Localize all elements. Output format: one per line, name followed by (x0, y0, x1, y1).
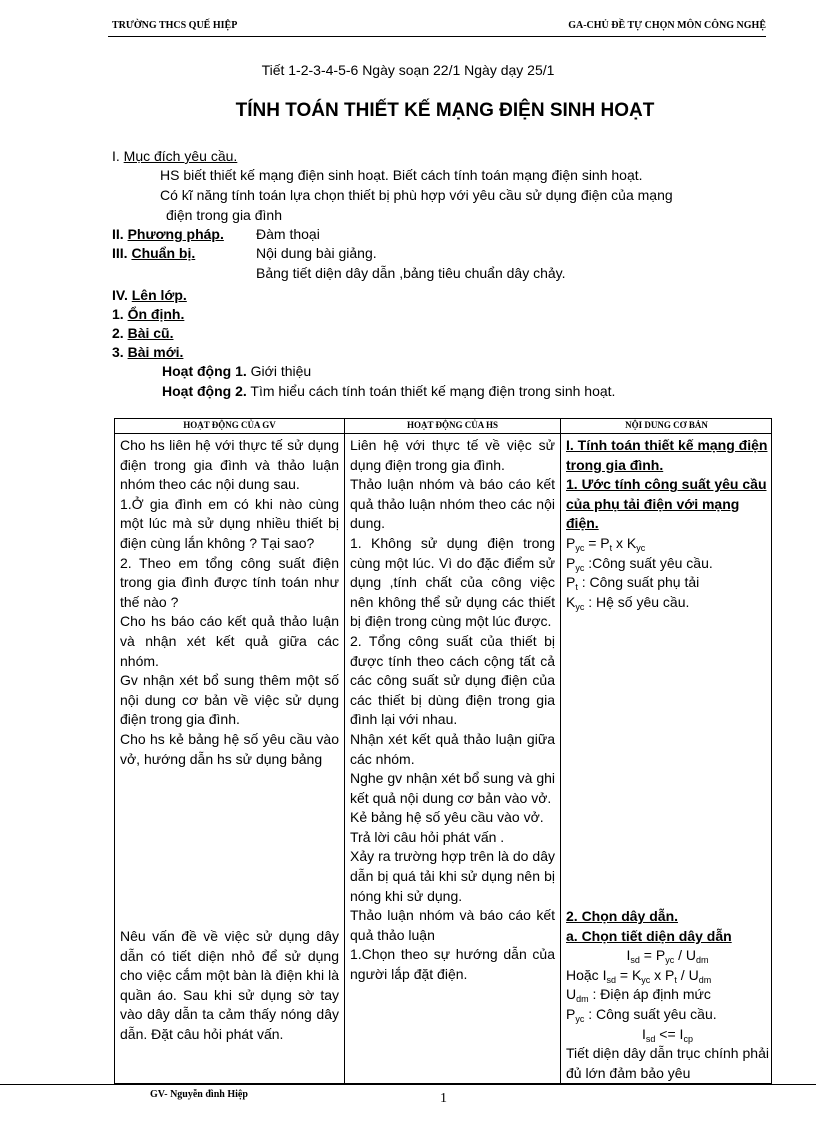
definition-kyc: $K_{yc}$ : Hệ số yêu cầu. (566, 593, 690, 612)
section-4-heading (112, 286, 187, 304)
page-number: 1 (440, 1091, 447, 1106)
item-2-title: Bài cũ. (127, 325, 174, 341)
item-1-heading (112, 305, 184, 323)
definition-pyc: $P_{yc}$ :Công suất yêu cầu. (566, 554, 713, 573)
item-2-heading (112, 324, 173, 342)
school-name: TRƯỜNG THCS QUẾ HIỆP (112, 20, 238, 31)
definition-udm: $U_{dm}$ : Điện áp định mức (566, 986, 711, 1005)
section-1-number: I. (112, 148, 120, 164)
column-header-gv: HOẠT ĐỘNG CỦA GV (183, 420, 276, 430)
footer-divider (0, 1084, 816, 1085)
hs-paragraph: Nghe gv nhận xét bổ sung và ghi kết quả nội dung cơ bản vào vở. (350, 770, 555, 806)
section-3-number: III. (112, 245, 128, 261)
hs-paragraph: Thảo luận nhóm và báo cáo kết quả thảo luận (350, 907, 555, 943)
teacher-name: GV- Nguyễn đình Hiệp (150, 1089, 248, 1100)
page-header (112, 20, 766, 36)
section-1-line-1: HS biết thiết kế mạng điện sinh hoạt. Biết cách tính toán mạng điện sinh hoạt. (160, 167, 643, 183)
section-3-line-2: Bảng tiết diện dây dẫn ,bảng tiêu chuẩn dây chảy. (256, 265, 566, 281)
section-3-line-1: Nội dung bài giảng. (256, 245, 377, 261)
section-1-heading (112, 147, 237, 165)
item-3-heading (112, 343, 183, 361)
section-3-heading (112, 244, 195, 262)
content-heading-1: I. Tính toán thiết kế mạng điện trong gia đình. (566, 437, 768, 473)
lesson-table (114, 418, 772, 1084)
column-divider (560, 419, 561, 1083)
content-heading-2: 1. Ước tính công suất yêu cầu của phụ tải điện với mạng điện. (566, 476, 767, 532)
formula-pyc: $P_{yc} = P_t$ x $K_{yc}$ (566, 534, 646, 553)
content-heading-3: 2. Chọn dây dẫn. (566, 908, 679, 924)
hs-column (350, 436, 555, 985)
gv-column-part-2 (120, 927, 339, 1045)
item-2-number: 2. (112, 325, 124, 341)
gv-paragraph: Cho hs liên hệ với thực tế sử dụng điện trong gia đình và thảo luận nhóm theo các nội dung sau. (120, 437, 339, 493)
definition-pyc-2: $P_{yc}$ : Công suất yêu cầu. (566, 1005, 717, 1024)
section-1-line-2: Có kĩ năng tính toán lựa chọn thiết bị phù hợp với yêu cầu sử dụng điện của mạng (160, 187, 673, 203)
content-heading-4: a. Chọn tiết diện dây dẫn (566, 927, 732, 944)
section-1-title: Mục đích yêu cầu. (123, 148, 238, 164)
hs-paragraph: Trả lời câu hỏi phát vấn . (350, 828, 505, 845)
gv-column (120, 436, 339, 769)
formula-isd-alt: Hoặc $I_{sd} = K_{yc}$ x $P_t / U_{dm}$ (566, 966, 712, 985)
hs-paragraph: Xảy ra trường hợp trên là do dây dẫn bị quá tải khi sử dụng nên bị nóng khi sử dụng. (350, 848, 555, 904)
column-divider (344, 419, 345, 1083)
section-2-heading (112, 225, 224, 243)
activity-1 (162, 362, 311, 380)
header-divider (108, 36, 766, 37)
content-tail: Tiết diện dây dẫn trục chính phải đủ lớn đảm bảo yêu (566, 1045, 769, 1081)
section-3-title: Chuẩn bị. (131, 245, 196, 261)
section-4-number: IV. (112, 287, 128, 303)
activity-2-text: Tìm hiểu cách tính toán thiết kế mạng điện trong sinh hoạt. (250, 383, 616, 399)
hs-paragraph: Thảo luận nhóm và báo cáo kết quả thảo luận nhóm theo các nội dung. (350, 476, 555, 532)
item-1-title: Ổn định. (127, 306, 185, 322)
gv-paragraph: Nêu vấn đề về việc sử dụng dây dẫn có tiết diện nhỏ để sử dụng cho việc cắm một bàn là điện khi là quần áo. Sau khi sử dụng sờ tay vào dây dẫn ta cảm thấy nóng dây dẫn. Đặt câu hỏi phát vấn. (120, 928, 339, 1042)
item-3-number: 3. (112, 344, 124, 360)
content-column-part-2 (566, 907, 769, 1083)
section-2-value: Đàm thoại (256, 226, 320, 242)
gv-paragraph: Cho hs kẻ bảng hệ số yêu cầu vào vở, hướng dẫn hs sử dụng bảng (120, 730, 339, 767)
hs-paragraph: Nhận xét kết quả thảo luận giữa các nhóm. (350, 730, 555, 767)
hs-paragraph: 1.Chọn theo sự hướng dẫn của người lắp đặt điện. (350, 946, 555, 983)
activity-2-label: Hoạt động 2. (162, 383, 247, 399)
item-3-title: Bài mới. (127, 344, 184, 360)
lesson-meta: Tiết 1-2-3-4-5-6 Ngày soạn 22/1 Ngày dạy 25/1 (261, 62, 555, 78)
header-row-divider (115, 433, 771, 434)
gv-paragraph: 2. Theo em tổng công suất điện trong gia đình được tính toán như thế nào ? (120, 554, 339, 610)
gv-paragraph: 1.Ở gia đình em có khi nào cùng một lúc mà sử dụng nhiều thiết bị điện cùng lắn không ? Tại sao? (120, 495, 339, 551)
activity-1-text: Giới thiệu (250, 363, 312, 379)
formula-isd: $I_{sd} = P_{yc} / U_{dm}$ (626, 947, 709, 966)
hs-paragraph: Liên hệ với thực tế về việc sử dụng điện trong gia đình. (350, 437, 555, 473)
column-header-content: NỘI DUNG CƠ BẢN (625, 420, 708, 430)
hs-paragraph: 2. Tổng công suất của thiết bị được tính theo cách cộng tất cả các công suất sử dụng điện của các thiết bị dùng điện trong gia đình lại với nhau. (350, 632, 555, 728)
activity-1-label: Hoạt động 1. (162, 363, 247, 379)
hs-paragraph: Kẻ bảng hệ số yêu cầu vào vở. (350, 809, 544, 826)
gv-paragraph: Gv nhận xét bổ sung thêm một số nội dung cơ bản về việc sử dụng điện trong gia đình. (120, 672, 339, 728)
section-1-line-3: điện trong gia đình (166, 207, 282, 223)
content-column (566, 436, 769, 612)
definition-pt: $P_t$ : Công suất phụ tải (566, 574, 700, 593)
column-header-hs: HOẠT ĐỘNG CỦA HS (406, 420, 499, 430)
subject-label: GA-CHỦ ĐỀ TỰ CHỌN MÔN CÔNG NGHỆ (568, 20, 766, 31)
section-2-title: Phương pháp. (127, 226, 224, 242)
page-title: TÍNH TOÁN THIẾT KẾ MẠNG ĐIỆN SINH HOẠT (235, 100, 655, 121)
formula-icp: $I_{sd} <= I_{cp}$ (642, 1025, 693, 1044)
hs-paragraph: 1. Không sử dụng điện trong cùng một lúc. Vì do đặc điểm sử dụng ,tính chất của công việc nên không thể sử dụng các thiết bị điện trong cùng một lúc được. (350, 534, 555, 630)
item-1-number: 1. (112, 306, 124, 322)
section-4-title: Lên lớp. (131, 287, 187, 303)
activity-2 (162, 382, 615, 400)
gv-paragraph: Cho hs báo cáo kết quả thảo luận và nhận xét kết quả giữa các nhóm. (120, 613, 339, 669)
section-2-number: II. (112, 226, 124, 242)
